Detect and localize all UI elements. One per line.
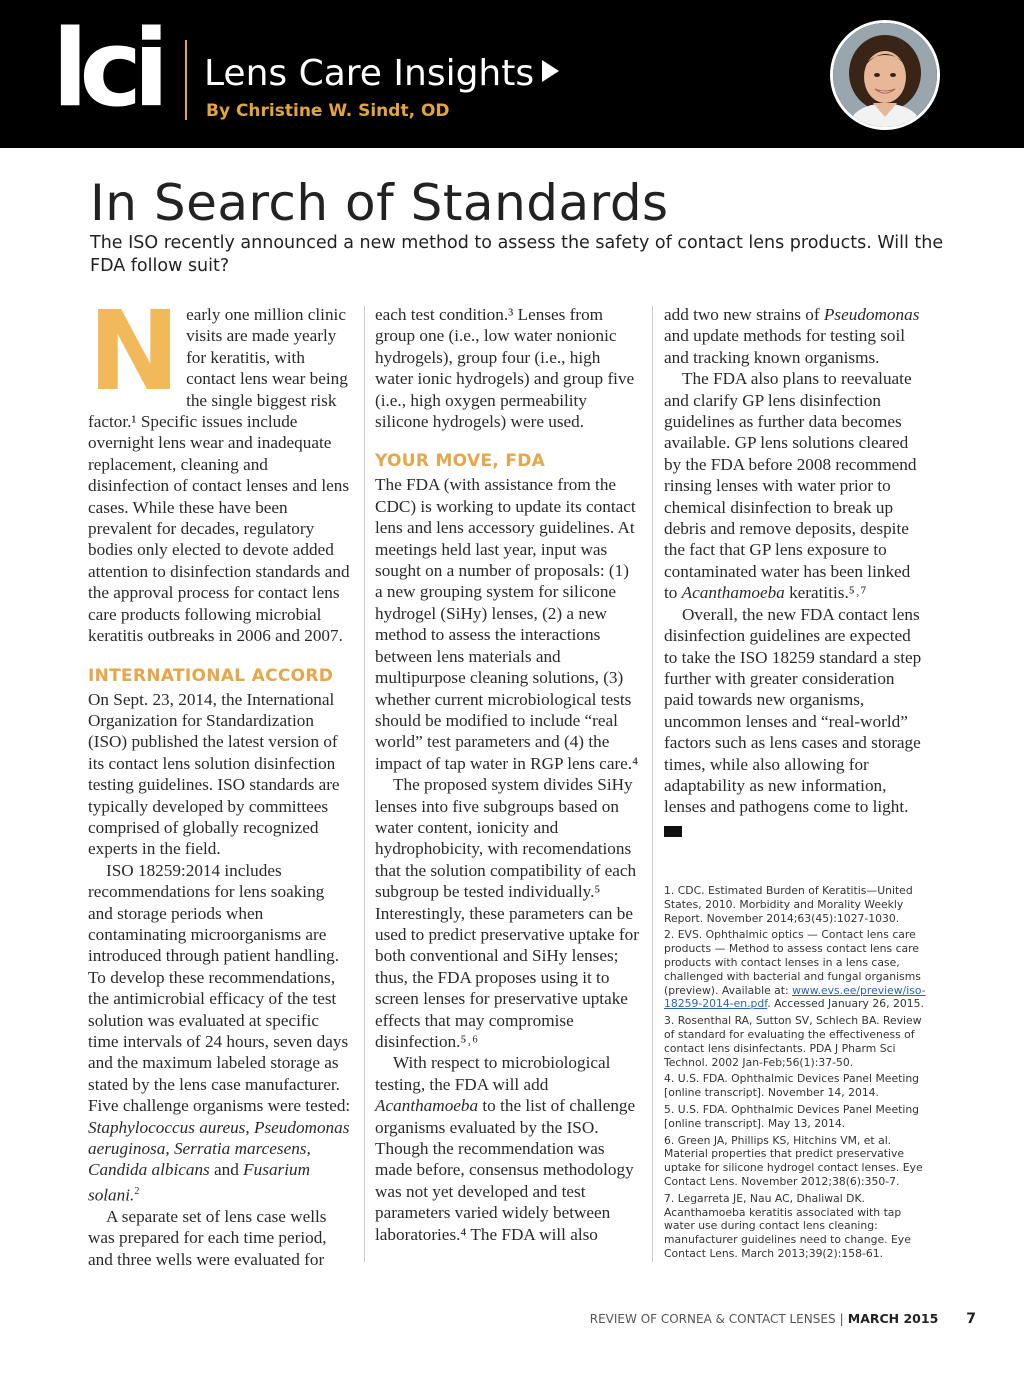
article-column-3 — [664, 304, 926, 839]
intro-text: early one million clinic visits are made yearly for keratitis, with contact lens wear being the single biggest risk factor.¹ Specific issues include overnight lens wear and inadequate replacement, cleaning and disinfection of contact lenses and lens cases. While these have been prevalent for decades, regulatory bodies only elected to devote added attention to disinfection standards and the approval process for contact lens care products following microbial keratitis outbreaks in 2006 and 2007. — [88, 305, 350, 646]
body-text: to the list of challenge organisms evaluated by the ISO. Though the recommendation was made before, consensus methodology was not yet developed and test parameters varied widely between laboratories.⁴ The FDA will also — [375, 1096, 636, 1244]
body-paragraph — [664, 368, 926, 603]
body-text: The FDA also plans to reevaluate and clarify GP lens disinfection guidelines as further data becomes available. GP lens solutions cleared by the FDA before 2008 recommend rinsing lenses with water prior to chemical disinfection to break up debris and remove deposits, despite the fact that GP lens exposure to contaminated water has been linked to — [664, 369, 917, 603]
reference-item: 4. U.S. FDA. Ophthalmic Devices Panel Meeting [online transcript]. November 14, 2014. — [664, 1072, 920, 1100]
citation: 2 — [134, 1185, 140, 1197]
section-heading-your-move-fda: YOUR MOVE, FDA — [375, 451, 546, 472]
reference-item: 3. Rosenthal RA, Sutton SV, Schlech BA. Review of standard for evaluating the effectiveness of contact lens disinfectants. PDA J Pharm Sci Technol. 2002 Jan-Feb;56(1):37-50. — [664, 1014, 922, 1069]
reference-text: . Accessed January 26, 2015. — [767, 997, 924, 1011]
reference-text: 2. EVS. Ophthalmic optics — Contact lens care products — Method to assess contact lens care products with contact lenses in a lens case, challenged with bacterial and fungal organisms (preview). Available at: — [664, 928, 921, 997]
organism-name: Acanthamoeba — [681, 583, 785, 603]
body-paragraph: each test condition.³ Lenses from group one (i.e., low water nonionic hydrogels), group four (i.e., high water ionic hydrogels) and group five (i.e., high oxygen permeability silicone hydrogels) were used. — [375, 305, 635, 432]
body-text: and update methods for testing soil and tracking known organisms. — [664, 326, 906, 367]
body-paragraph — [664, 604, 926, 839]
issue-date: MARCH 2015 — [847, 1311, 939, 1326]
organism-name: Pseudomonas — [823, 305, 920, 324]
author-byline: By Christine W. Sindt, OD — [206, 101, 450, 121]
intro-paragraph — [88, 287, 352, 647]
body-paragraph: A separate set of lens case wells was prepared for each time period, and three wells were evaluated for — [88, 1206, 327, 1269]
body-paragraph: The proposed system divides SiHy lenses into five subgroups based on water content, ionicity and hydrophobicity, with recomendations that the solution compatibility of each subgroup be tested individually.⁵ Interestingly, these parameters can be used to predict preservative uptake for both conventional and SiHy lenses; thus, the FDA proposes using it to screen lenses for preservative uptake effects that may compromise disinfection.⁵˒⁶ — [375, 775, 639, 1051]
lci-logo: lci — [52, 7, 161, 130]
body-paragraph — [375, 1052, 640, 1245]
magazine-name: REVIEW OF CORNEA & CONTACT LENSES — [589, 1312, 836, 1326]
article-title: In Search of Standards — [90, 174, 669, 232]
organism-name: Acanthamoeba — [375, 1096, 479, 1116]
body-paragraph — [664, 304, 926, 368]
page-footer — [560, 1311, 976, 1327]
section-heading-international-accord: INTERNATIONAL ACCORD — [88, 665, 334, 686]
column-series-title — [204, 53, 559, 94]
reference-item: 7. Legarreta JE, Nau AC, Dhaliwal DK. Acanthamoeba keratitis associated with tap water use during contact lens cleaning: manufacturer guidelines need to change. Eye Contact Lens. March 2013;39(2):158-61. — [664, 1191, 911, 1260]
article-column-2 — [375, 304, 640, 1245]
reference-item: 5. U.S. FDA. Ophthalmic Devices Panel Meeting [online transcript]. May 13, 2014. — [664, 1102, 920, 1130]
header-divider — [185, 40, 187, 120]
body-text: ISO 18259:2014 includes recommendations for lens soaking and storage periods when contaminating microorganisms are introduced through patient handling. To develop these recommendations, the antimicrobial efficacy of the test solution was evaluated at specific time intervals of 24 hours, seven days and the maximum labeled storage as stated by the lens case manufacturer. Five challenge organisms were tested: — [88, 860, 351, 1116]
reference-item: 1. CDC. Estimated Burden of Keratitis—United States, 2010. Morbidity and Morality Weekly Report. November 2014;63(45):1027-1030. — [664, 884, 913, 925]
body-paragraph: On Sept. 23, 2014, the International Organization for Standardization (ISO) published the latest version of its contact lens solution disinfection testing guidelines. ISO standards are typically developed by committees comprised of globally recognized experts in the field. — [88, 689, 340, 859]
reference-item: 6. Green JA, Phillips KS, Hitchins VM, et al. Material properties that predict preservative uptake for silicone hydrogel contact lenses. Eye Contact Lens. November 2012;38(6):350-7. — [664, 1133, 923, 1188]
article-subtitle: The ISO recently announced a new method to assess the safety of contact lens products. Will the FDA follow suit? — [90, 233, 944, 276]
body-paragraph — [88, 860, 352, 1206]
author-portrait-icon — [833, 23, 937, 127]
references-list — [664, 884, 926, 1264]
article-column-1 — [88, 287, 352, 1270]
body-text: add two new strains of — [664, 305, 824, 324]
organism-name: Fusarium solani. — [88, 1160, 311, 1205]
reference-item — [664, 928, 926, 1011]
series-label: Lens Care Insights — [204, 53, 535, 94]
end-mark-icon: RCCL — [664, 826, 682, 837]
reference-link[interactable]: www.evs.ee/preview/iso-18259-2014-en.pdf — [664, 983, 926, 1011]
column-rule — [652, 306, 653, 1262]
body-text: With respect to microbiological testing, the FDA will add — [375, 1053, 611, 1094]
play-arrow-icon — [542, 60, 559, 82]
author-photo — [830, 20, 940, 130]
column-rule — [364, 306, 365, 1262]
page-header — [0, 0, 1024, 148]
drop-cap: N — [88, 287, 181, 415]
page-number: 7 — [966, 1311, 976, 1327]
body-text: and — [209, 1160, 244, 1180]
organism-names: Staphylococcus aureus, Pseudomonas aeruginosa, Serratia marcesens, Candida albicans — [88, 1117, 350, 1180]
body-text: Overall, the new FDA contact lens disinfection guidelines are expected to take the ISO 18259 standard a step further with greater consideration paid towards new organisms, uncommon lenses and “real-world” factors such as lens cases and storage times, while also allowing for adaptability as new information, lenses and pathogens come to light. — [664, 604, 922, 817]
footer-separator: | — [839, 1311, 844, 1326]
body-paragraph: The FDA (with assistance from the CDC) is working to update its contact lens and lens accessory guidelines. At meetings held last year, input was sought on a number of proposals: (1) a new grouping system for silicone hydrogel (SiHy) lenses, (2) a new method to assess the interactions between lens materials and multipurpose cleaning solutions, (3) whether current microbiological tests should be modified to include “real world” test parameters and (4) the impact of tap water in RGP lens care.⁴ — [375, 475, 639, 773]
body-text: keratitis.⁵˒⁷ — [784, 583, 867, 603]
